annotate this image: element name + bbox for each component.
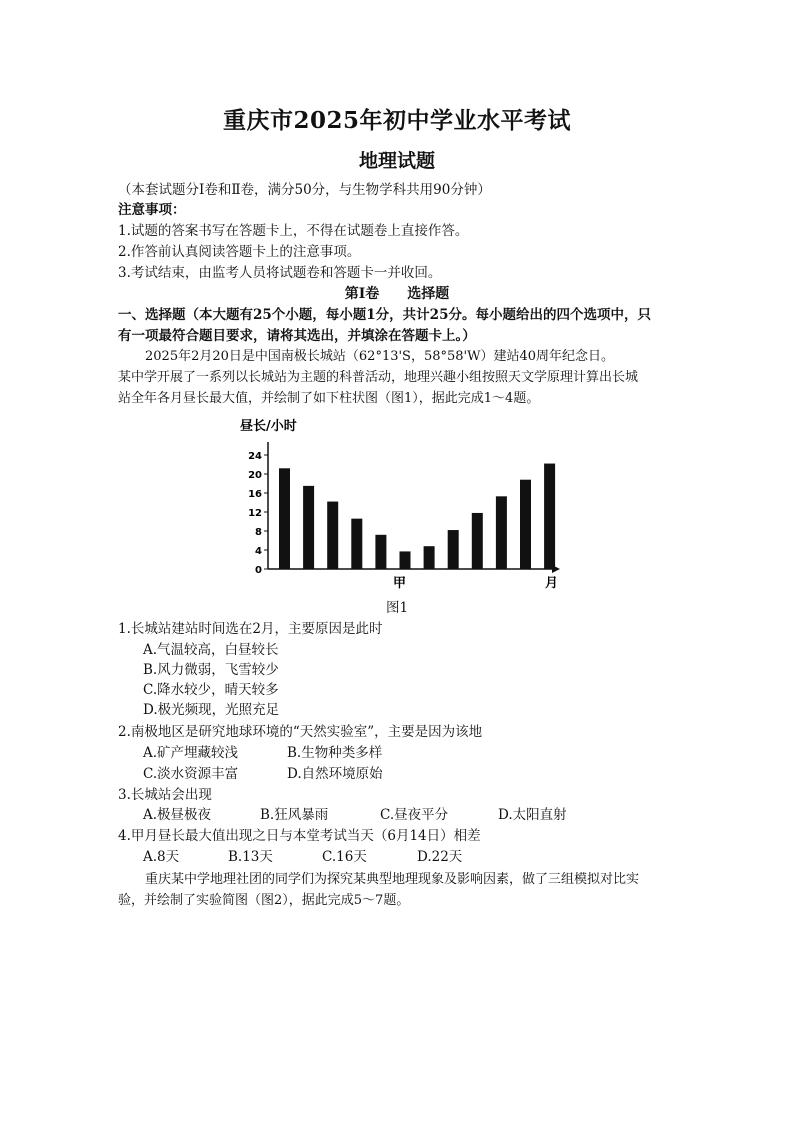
- x-annotation: 甲: [393, 576, 407, 591]
- option-3a[interactable]: A.极昼极夜: [143, 807, 212, 823]
- bar-month-6: [400, 551, 411, 569]
- notice-heading: 注意事项：: [118, 202, 186, 218]
- paper-note: （本套试题分Ⅰ卷和Ⅱ卷，满分50分，与生物学科共用90分钟）: [118, 182, 491, 198]
- y-tick-label: 8: [255, 527, 262, 538]
- question-stem: 4.甲月昼长最大值出现之日与本堂考试当天（6月14日）相差: [118, 828, 481, 844]
- exam-title: 重庆市2025年初中学业水平考试: [222, 107, 571, 134]
- bar-month-5: [375, 535, 386, 569]
- option-3b[interactable]: B.狂风暴雨: [260, 807, 329, 823]
- option-2b[interactable]: B.生物种类多样: [287, 745, 383, 761]
- option-3d[interactable]: D.太阳直射: [498, 807, 567, 823]
- option-4b[interactable]: B.13天: [228, 849, 273, 865]
- option-4d[interactable]: D.22天: [417, 849, 463, 865]
- y-tick-label: 12: [248, 508, 262, 519]
- option-1a[interactable]: A.气温较高，白昼较长: [143, 642, 279, 658]
- intro-paragraph: 2025年2月20日是中国南极长城站（62°13'S，58°58'W）建站40周年纪念日。: [145, 349, 615, 364]
- intro-paragraph: 站全年各月昼长最大值，并绘制了如下柱状图（图1），据此完成1～4题。: [118, 391, 540, 406]
- bar-month-11: [520, 480, 531, 569]
- option-2c[interactable]: C.淡水资源丰富: [143, 766, 239, 782]
- notice-item: 3.考试结束，由监考人员将试题卷和答题卡一并收回。: [118, 265, 442, 281]
- y-axis-label: 昼长/小时: [240, 419, 297, 434]
- option-1c[interactable]: C.降水较少，晴天较多: [143, 682, 279, 698]
- bar-month-12: [544, 464, 555, 569]
- daylength-bar-chart: [230, 412, 570, 597]
- bar-month-3: [327, 502, 338, 569]
- notice-item: 2.作答前认真阅读答题卡上的注意事项。: [118, 244, 361, 260]
- bar-month-10: [496, 496, 507, 569]
- section-instructions: 一、选择题（本大题有25个小题，每小题1分，共计25分。每小题给出的四个选项中，只: [118, 307, 651, 323]
- bar-month-1: [279, 468, 290, 569]
- bar-month-9: [472, 513, 483, 569]
- notice-item: 1.试题的答案书写在答题卡上，不得在试题卷上直接作答。: [118, 223, 469, 239]
- question-stem: 3.长城站会出现: [118, 787, 212, 803]
- option-2a[interactable]: A.矿产埋藏较浅: [143, 745, 239, 761]
- section-instructions: 有一项最符合题目要求，请将其选出，并填涂在答题卡上。）: [118, 328, 476, 344]
- option-2d[interactable]: D.自然环境原始: [287, 766, 383, 782]
- question-stem: 2.南极地区是研究地球环境的“天然实验室”，主要是因为该地: [118, 724, 483, 740]
- bar-month-7: [424, 546, 435, 569]
- bar-month-4: [351, 519, 362, 569]
- y-tick-label: 0: [255, 565, 262, 576]
- option-3c[interactable]: C.昼夜平分: [380, 807, 449, 823]
- bar-month-8: [448, 530, 459, 569]
- option-1d[interactable]: D.极光频现，光照充足: [143, 702, 280, 718]
- figure-caption: 图1: [385, 600, 409, 616]
- intro-paragraph: 某中学开展了一系列以长城站为主题的科普活动，地理兴趣小组按照天文学原理计算出长城: [118, 370, 639, 385]
- section-title: 第Ⅰ卷 选择题: [344, 286, 450, 302]
- option-4a[interactable]: A.8天: [143, 849, 180, 865]
- y-tick-label: 16: [248, 489, 262, 500]
- intro-paragraph: 验，并绘制了实验简图（图2），据此完成5～7题。: [118, 893, 410, 908]
- y-tick-label: 20: [248, 470, 262, 481]
- y-tick-label: 24: [248, 451, 262, 462]
- intro-paragraph: 重庆某中学地理社团的同学们为探究某典型地理现象及影响因素，做了三组模拟对比实: [145, 872, 640, 887]
- option-1b[interactable]: B.风力微弱，飞雪较少: [143, 662, 279, 678]
- bar-month-2: [303, 486, 314, 569]
- option-4c[interactable]: C.16天: [322, 849, 367, 865]
- subject-title: 地理试题: [358, 150, 435, 172]
- question-stem: 1.长城站建站时间选在2月，主要原因是此时: [118, 621, 383, 637]
- x-axis-label: 月: [545, 576, 559, 591]
- y-tick-label: 4: [255, 546, 262, 557]
